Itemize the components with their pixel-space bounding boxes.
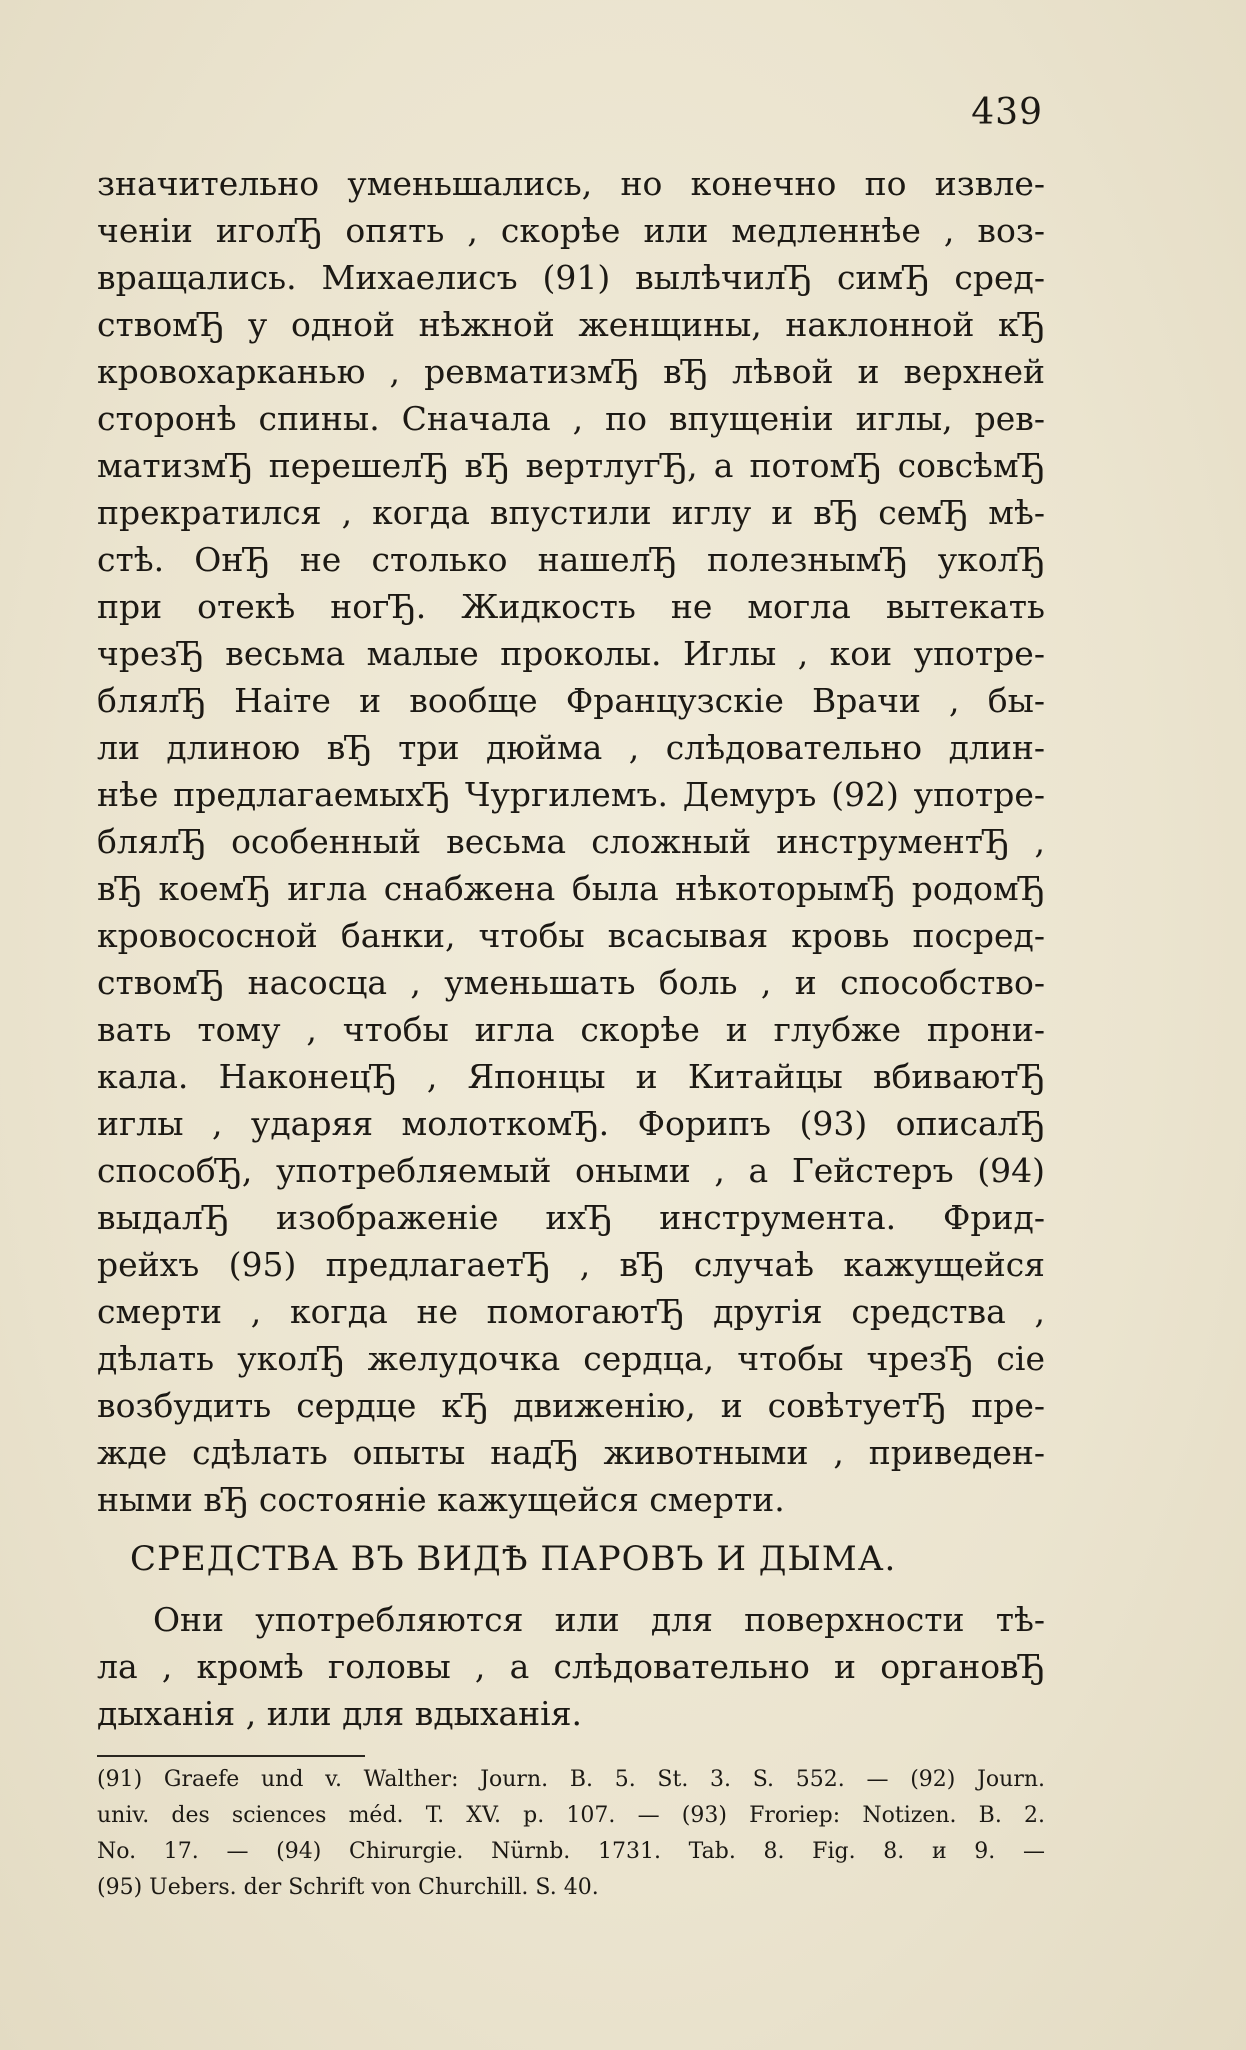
footnote-divider xyxy=(97,1755,365,1757)
text-line: прекратился , когда впустили иглу и вЂ семЂ мѣ- xyxy=(97,493,1045,532)
text-line: ствомЂ насосца , уменьшать боль , и способство- xyxy=(97,963,1045,1002)
text-line: вращались. Михаелисъ (91) вылѣчилЂ симЂ сред- xyxy=(97,258,1045,297)
text-line: рейхъ (95) предлагаетЂ , вЂ случаѣ кажущейся xyxy=(97,1245,1045,1284)
text-line: сторонѣ спины. Сначала , по впущеніи иглы, рев- xyxy=(97,399,1045,438)
text-line: иглы , ударяя молоткомЂ. Форипъ (93) описалЂ xyxy=(97,1104,1045,1143)
text-line: ченіи иголЂ опять , скорѣе или медленнѣе , воз- xyxy=(97,211,1045,250)
text-line: ли длиною вЂ три дюйма , слѣдовательно длин- xyxy=(97,728,1045,767)
main-paragraph xyxy=(97,160,1045,1523)
text-line: Они употребляются или для поверхности тѣ- xyxy=(153,1600,1045,1639)
section-heading: СРЕДСТВА ВЪ ВИДѢ ПАРОВЪ И ДЫМА. xyxy=(130,1539,897,1579)
text-line: ствомЂ у одной нѣжной женщины, наклонной кЂ xyxy=(97,305,1045,344)
text-line: вать тому , чтобы игла скорѣе и глубже прони- xyxy=(97,1010,1045,1049)
text-line: ными вЂ состояніе кажущейся смерти. xyxy=(97,1480,785,1519)
text-line: дыханія , или для вдыханія. xyxy=(97,1694,583,1733)
text-line: нѣе предлагаемыхЂ Чургилемъ. Демуръ (92) употре- xyxy=(97,775,1045,814)
section-paragraph xyxy=(97,1596,1045,1737)
footnote-line: univ. des sciences méd. T. XV. p. 107. — (93) Froriep: Notizen. B. 2. xyxy=(97,1803,1045,1828)
text-line: жде сдѣлать опыты надЂ животными , приведен- xyxy=(97,1433,1045,1472)
text-line: ла , кромѣ головы , а слѣдовательно и органовЂ xyxy=(97,1647,1045,1686)
text-line: кала. НаконецЂ , Японцы и Китайцы вбиваютЂ xyxy=(97,1057,1045,1096)
text-line: смерти , когда не помогаютЂ другія средства , xyxy=(97,1292,1045,1331)
text-line: стѣ. ОнЂ не столько нашелЂ полезнымЂ уколЂ xyxy=(97,540,1045,579)
footnotes xyxy=(97,1762,1045,1906)
text-line: возбудить сердце кЂ движенію, и совѣтуетЂ пре- xyxy=(97,1386,1045,1425)
text-line: способЂ, употребляемый оными , а Гейстеръ (94) xyxy=(97,1151,1045,1190)
text-line: кровососной банки, чтобы всасывая кровь посред- xyxy=(97,916,1045,955)
footnote-line: (91) Graefe und v. Walther: Journ. B. 5. St. 3. S. 552. — (92) Journ. xyxy=(97,1767,1045,1792)
footnote-line: No. 17. — (94) Chirurgie. Nürnb. 1731. Tab. 8. Fig. 8. и 9. — xyxy=(97,1839,1045,1864)
text-line: выдалЂ изображеніе ихЂ инструмента. Фрид- xyxy=(97,1198,1045,1237)
text-line: вЂ коемЂ игла снабжена была нѣкоторымЂ родомЂ xyxy=(97,869,1045,908)
page-number: 439 xyxy=(971,92,1043,133)
text-line: блялЂ особенный весьма сложный инструментЂ , xyxy=(97,822,1045,861)
text-line: блялЂ Наіте и вообще Французскіе Врачи , бы- xyxy=(97,681,1045,720)
text-line: кровохарканью , ревматизмЂ вЂ лѣвой и верхней xyxy=(97,352,1045,391)
text-line: чрезЂ весьма малые проколы. Иглы , кои употре- xyxy=(97,634,1045,673)
text-line: матизмЂ перешелЂ вЂ вертлугЂ, а потомЂ совсѣмЂ xyxy=(97,446,1045,485)
footnote-line: (95) Uebers. der Schrift von Churchill. S. 40. xyxy=(97,1875,599,1900)
text-line: значительно уменьшались, но конечно по извле- xyxy=(97,164,1045,203)
text-line: дѣлать уколЂ желудочка сердца, чтобы чрезЂ сіе xyxy=(97,1339,1045,1378)
text-line: при отекѣ ногЂ. Жидкость не могла вытекать xyxy=(97,587,1045,626)
